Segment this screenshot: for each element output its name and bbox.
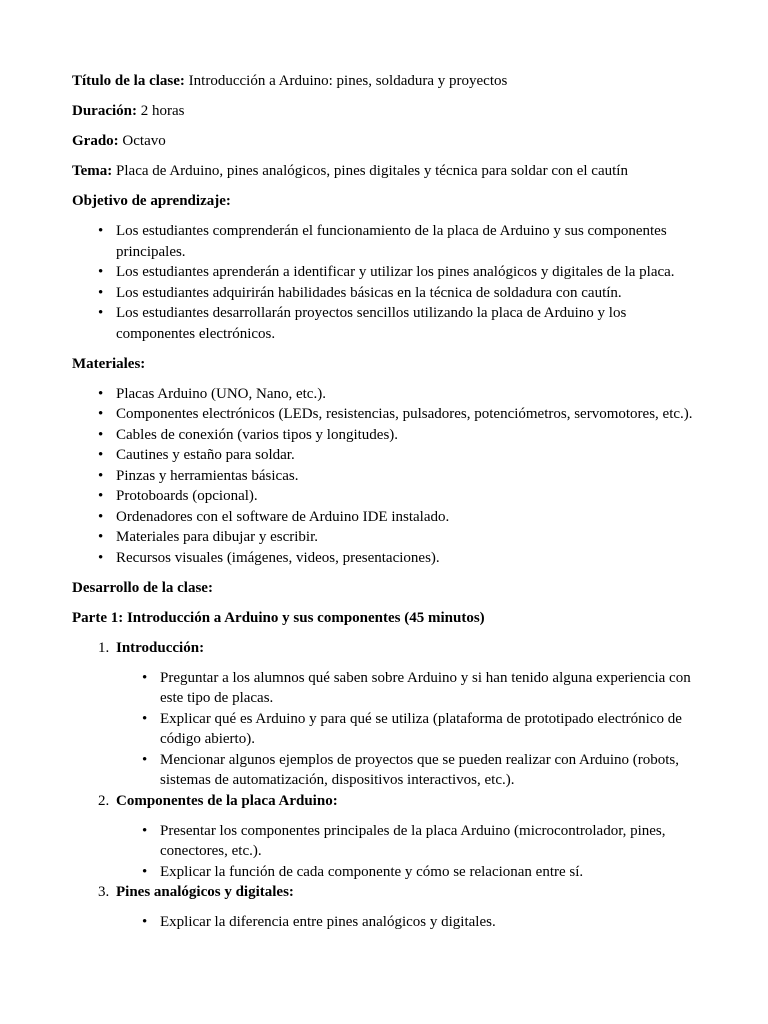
class-title-value: Introducción a Arduino: pines, soldadura y proyectos	[184, 73, 508, 89]
objectives-list	[72, 221, 696, 344]
step-item	[98, 882, 696, 933]
list-item: • Cables de conexión (varios tipos y longitudes).	[116, 425, 696, 446]
list-item: • Placas Arduino (UNO, Nano, etc.).	[116, 384, 696, 405]
class-title-line	[72, 71, 696, 92]
topic-line	[72, 161, 696, 182]
step-title: Componentes de la placa Arduino:	[116, 792, 338, 809]
step-title: Introducción:	[116, 639, 205, 656]
list-item: • Materiales para dibujar y escribir.	[116, 527, 696, 548]
steps-list	[72, 638, 696, 933]
list-item: • Protoboards (opcional).	[116, 486, 696, 507]
topic-label: Tema:	[72, 163, 113, 179]
list-item: • Los estudiantes adquirirán habilidades básicas en la técnica de soldadura con cautín.	[116, 283, 696, 304]
list-item: • Presentar los componentes principales de la placa Arduino (microcontrolador, pines, conectores, etc.).	[160, 821, 696, 862]
grade-value: Octavo	[118, 133, 166, 149]
step-title: Pines analógicos y digitales:	[116, 884, 294, 900]
topic-value: Placa de Arduino, pines analógicos, pines digitales y técnica para soldar con el cautín	[112, 163, 628, 179]
list-item: • Los estudiantes desarrollarán proyectos sencillos utilizando la placa de Arduino y los componentes electrónicos.	[116, 303, 696, 344]
materials-list	[72, 384, 696, 569]
list-item: • Pinzas y herramientas básicas.	[116, 466, 696, 487]
objectives-heading: Objetivo de aprendizaje:	[72, 193, 231, 209]
class-title-label: Título de la clase:	[72, 73, 185, 89]
grade-line	[72, 131, 696, 152]
list-item: • Explicar la diferencia entre pines analógicos y digitales.	[160, 912, 696, 933]
step-number: 2.	[98, 792, 110, 809]
list-item: • Mencionar algunos ejemplos de proyectos que se pueden realizar con Arduino (robots, sistemas de automatización, dispositivos interactivos, etc.).	[160, 750, 696, 791]
list-item: • Ordenadores con el software de Arduino IDE instalado.	[116, 507, 696, 528]
list-item: • Recursos visuales (imágenes, videos, presentaciones).	[116, 548, 696, 569]
step-number: 3.	[98, 884, 110, 900]
list-item: • Los estudiantes aprenderán a identificar y utilizar los pines analógicos y digitales de la placa.	[116, 262, 696, 283]
materials-heading: Materiales:	[72, 355, 146, 372]
duration-value: 2 horas	[137, 103, 185, 119]
duration-line	[72, 101, 696, 122]
list-item: • Componentes electrónicos (LEDs, resistencias, pulsadores, potenciómetros, servomotores, etc.).	[116, 404, 696, 425]
list-item: • Los estudiantes comprenderán el funcionamiento de la placa de Arduino y sus componentes principales.	[116, 221, 696, 262]
list-item: • Preguntar a los alumnos qué saben sobre Arduino y si han tenido alguna experiencia con este tipo de placas.	[160, 668, 696, 709]
step-number: 1.	[98, 639, 110, 656]
part1-heading: Parte 1: Introducción a Arduino y sus componentes (45 minutos)	[72, 609, 485, 626]
step-item	[98, 791, 696, 883]
step-sublist	[116, 668, 696, 791]
step-sublist	[116, 912, 696, 933]
duration-label: Duración:	[72, 103, 137, 119]
list-item: • Cautines y estaño para soldar.	[116, 445, 696, 466]
step-sublist	[116, 821, 696, 883]
grade-label: Grado:	[72, 133, 119, 149]
list-item: • Explicar qué es Arduino y para qué se utiliza (plataforma de prototipado electrónico de código abierto).	[160, 709, 696, 750]
list-item: • Explicar la función de cada componente y cómo se relacionan entre sí.	[160, 862, 696, 883]
step-item	[98, 638, 696, 791]
development-heading: Desarrollo de la clase:	[72, 579, 213, 596]
